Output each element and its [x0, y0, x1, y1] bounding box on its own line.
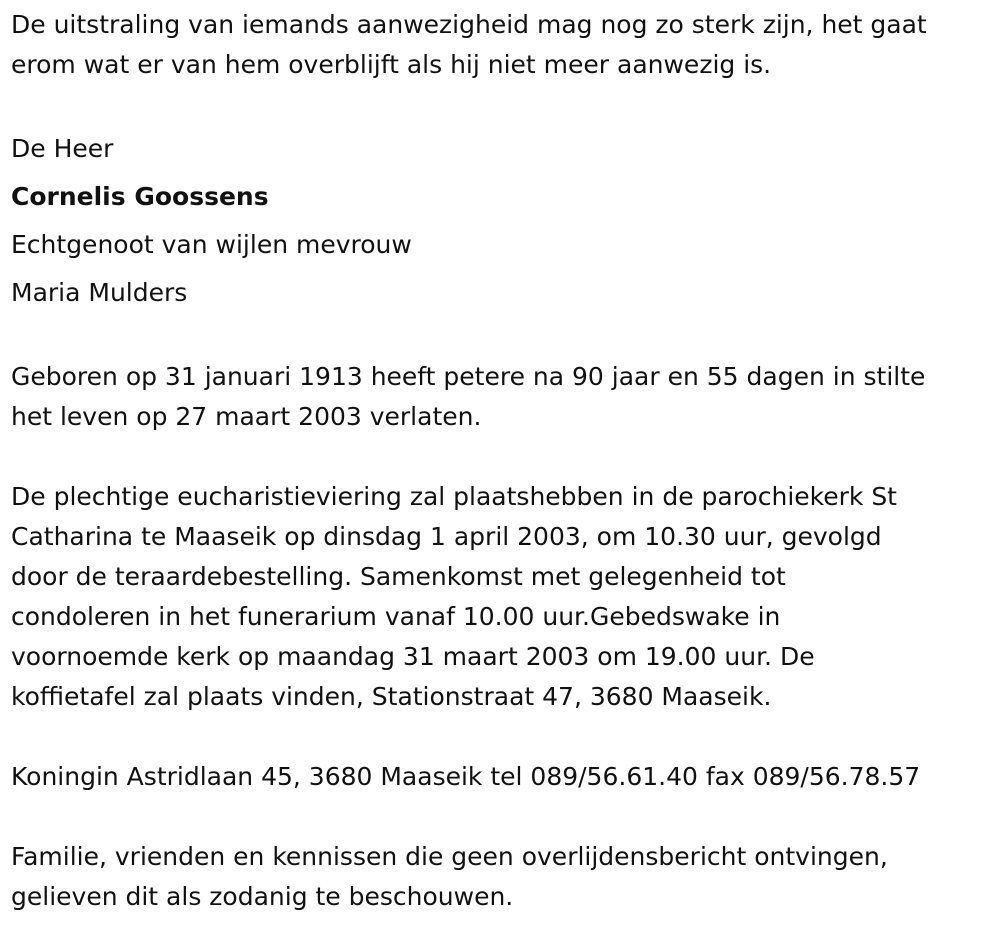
quote-paragraph	[11, 5, 990, 85]
closing-line: gelieven dit als zodanig te beschouwen.	[11, 882, 514, 911]
relation-text: Echtgenoot van wijlen mevrouw	[11, 230, 412, 259]
quote-line: erom wat er van hem overblijft als hij niet meer aanwezig is.	[11, 50, 772, 79]
spacer	[11, 317, 990, 357]
ceremony-line: Catharina te Maaseik op dinsdag 1 april 2003, om 10.30 uur, gevolgd	[11, 522, 882, 551]
spouse-name: Maria Mulders	[11, 278, 188, 307]
deceased-name: Cornelis Goossens	[11, 182, 269, 211]
spacer	[11, 437, 990, 477]
address-line: Koningin Astridlaan 45, 3680 Maaseik tel 089/56.61.40 fax 089/56.78.57	[11, 762, 921, 791]
salutation: De Heer	[11, 134, 114, 163]
closing-paragraph	[11, 837, 990, 917]
ceremony-paragraph	[11, 477, 990, 717]
closing-line: Familie, vrienden en kennissen die geen overlijdensbericht ontvingen,	[11, 842, 888, 871]
ceremony-line: door de teraardebestelling. Samenkomst met gelegenheid tot	[11, 562, 786, 591]
ceremony-line: De plechtige eucharistieviering zal plaatshebben in de parochiekerk St	[11, 482, 897, 511]
deceased-block	[11, 125, 990, 317]
birth-death-paragraph	[11, 357, 990, 437]
birth-death-line: het leven op 27 maart 2003 verlaten.	[11, 402, 482, 431]
ceremony-line: condoleren in het funerarium vanaf 10.00 uur.Gebedswake in	[11, 602, 781, 631]
spacer	[11, 717, 990, 757]
ceremony-line: voornoemde kerk op maandag 31 maart 2003 om 19.00 uur. De	[11, 642, 815, 671]
address-paragraph	[11, 757, 990, 797]
ceremony-line: koffietafel zal plaats vinden, Stationstraat 47, 3680 Maaseik.	[11, 682, 772, 711]
spacer	[11, 797, 990, 837]
quote-line: De uitstraling van iemands aanwezigheid mag nog zo sterk zijn, het gaat	[11, 10, 927, 39]
birth-death-line: Geboren op 31 januari 1913 heeft petere na 90 jaar en 55 dagen in stilte	[11, 362, 926, 391]
spacer	[11, 85, 990, 125]
